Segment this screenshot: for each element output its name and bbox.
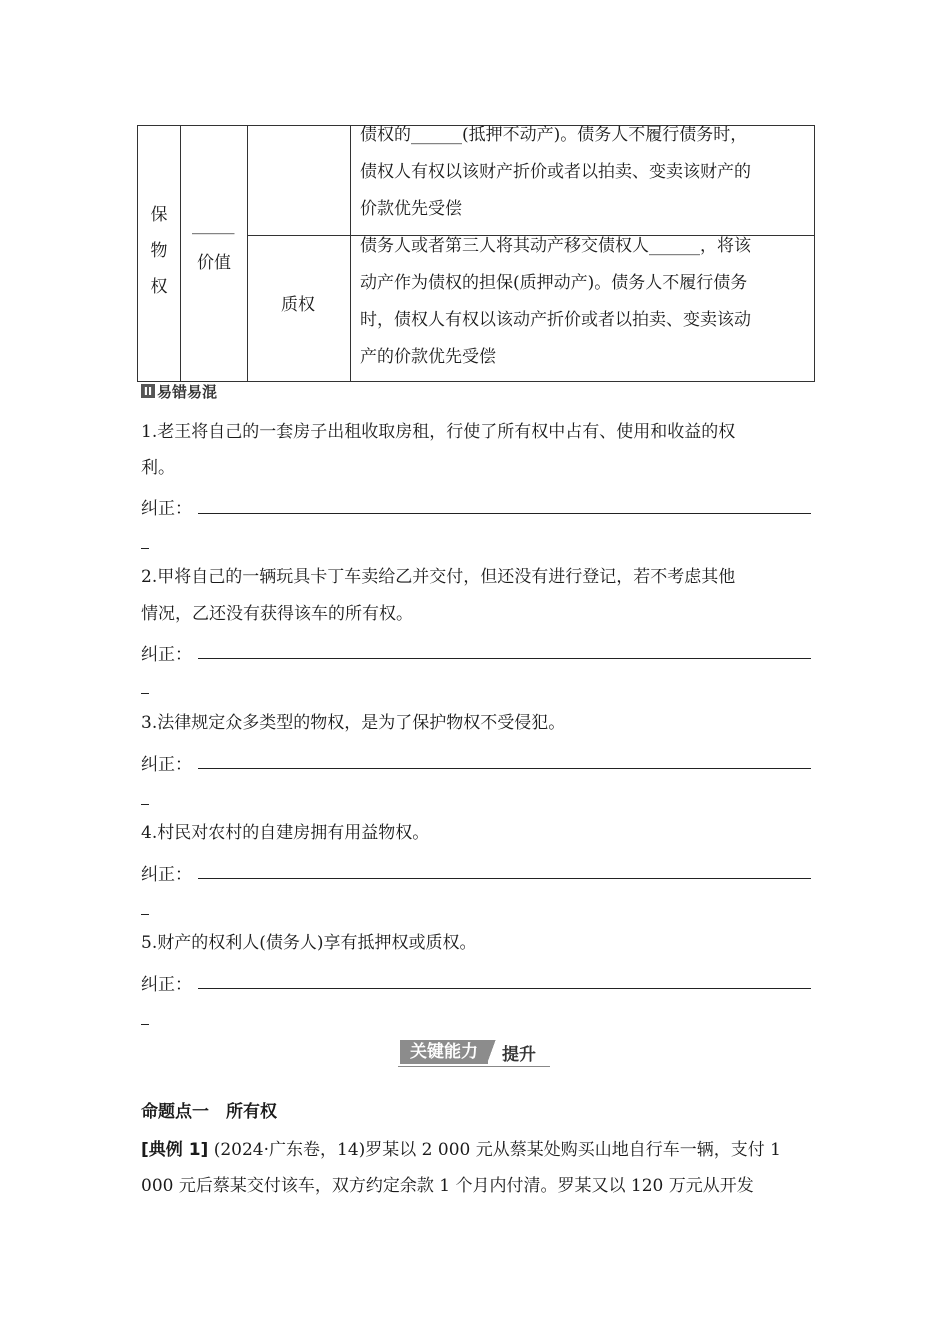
section-number-icon: II [141, 384, 155, 398]
row1-text-line-2: 债权人有权以该财产折价或者以拍卖、变卖该财产的 [360, 162, 751, 182]
item-5-line-1: 5.财产的权利人(债务人)享有抵押权或质权。 [141, 933, 477, 953]
banner-left-label: 关键能力 [400, 1040, 488, 1064]
item-5-correct-label: 纠正： [141, 975, 192, 995]
key-ability-banner [400, 1040, 536, 1064]
item-4-line-1: 4.村民对农村的自建房拥有用益物权。 [141, 823, 430, 843]
banner-underline [398, 1066, 550, 1067]
item-1-correct-label: 纠正： [141, 499, 192, 519]
col2-blank: _____ [192, 215, 235, 235]
item-4-continuation-dash [141, 914, 149, 915]
row2-text-line-1: 债务人或者第三人将其动产移交债权人______，将该 [360, 236, 751, 256]
example-label: [典例 1] [141, 1140, 209, 1160]
item-5-continuation-dash [141, 1024, 149, 1025]
item-5-answer-blank[interactable] [198, 988, 811, 989]
row2-text-line-2: 动产作为债权的担保(质押动产)。债务人不履行债务 [360, 273, 748, 293]
item-3-correct-label: 纠正： [141, 755, 192, 775]
item-2-line-2: 情况，乙还没有获得该车的所有权。 [141, 604, 413, 624]
item-2-line-1: 2.甲将自己的一辆玩具卡丁车卖给乙并交付，但还没有进行登记，若不考虑其他 [141, 567, 736, 587]
item-4-answer-blank[interactable] [198, 878, 811, 879]
item-2-correct-label: 纠正： [141, 645, 192, 665]
example-text-1: (2024·广东卷，14)罗某以 2 000 元从蔡某处购买山地自行车一辆，支付 1 [208, 1140, 781, 1160]
row1-text-line-3: 价款优先受偿 [360, 199, 462, 219]
item-3-line-1: 3.法律规定众多类型的物权，是为了保护物权不受侵犯。 [141, 713, 566, 733]
row2-text-line-4: 产的价款优先受偿 [360, 347, 496, 367]
example-line-2: 000 元后蔡某交付该车，双方约定余款 1 个月内付清。罗某又以 120 万元从开发 [141, 1176, 754, 1196]
item-3-answer-blank[interactable] [198, 768, 811, 769]
col1-char-2: 物 [150, 241, 168, 261]
row2-text-line-3: 时，债权人有权以该动产折价或者以拍卖、变卖该动 [360, 310, 751, 330]
item-1-line-2: 利。 [141, 458, 175, 478]
section-title: 易错易混 [157, 382, 218, 401]
property-rights-table [137, 125, 815, 382]
example-line-1 [141, 1140, 781, 1160]
row2-col3-label: 质权 [281, 295, 315, 315]
col1-char-1: 保 [150, 205, 168, 225]
item-2-continuation-dash [141, 693, 149, 694]
item-1-continuation-dash [141, 548, 149, 549]
topic-heading: 命题点一 所有权 [141, 1102, 277, 1122]
row1-text-line-1: 债权的______(抵押不动产)。债务人不履行债务时， [360, 125, 748, 145]
item-1-line-1: 1.老王将自己的一套房子出租收取房租，行使了所有权中占有、使用和收益的权 [141, 422, 736, 442]
col1-char-3: 权 [150, 277, 168, 297]
banner-slash-decoration [488, 1040, 496, 1064]
item-2-answer-blank[interactable] [198, 658, 811, 659]
banner-right-label: 提升 [502, 1044, 536, 1065]
section-heading [141, 382, 217, 400]
col2-label: 价值 [197, 253, 231, 273]
item-1-answer-blank[interactable] [198, 513, 811, 514]
item-3-continuation-dash [141, 804, 149, 805]
item-4-correct-label: 纠正： [141, 865, 192, 885]
